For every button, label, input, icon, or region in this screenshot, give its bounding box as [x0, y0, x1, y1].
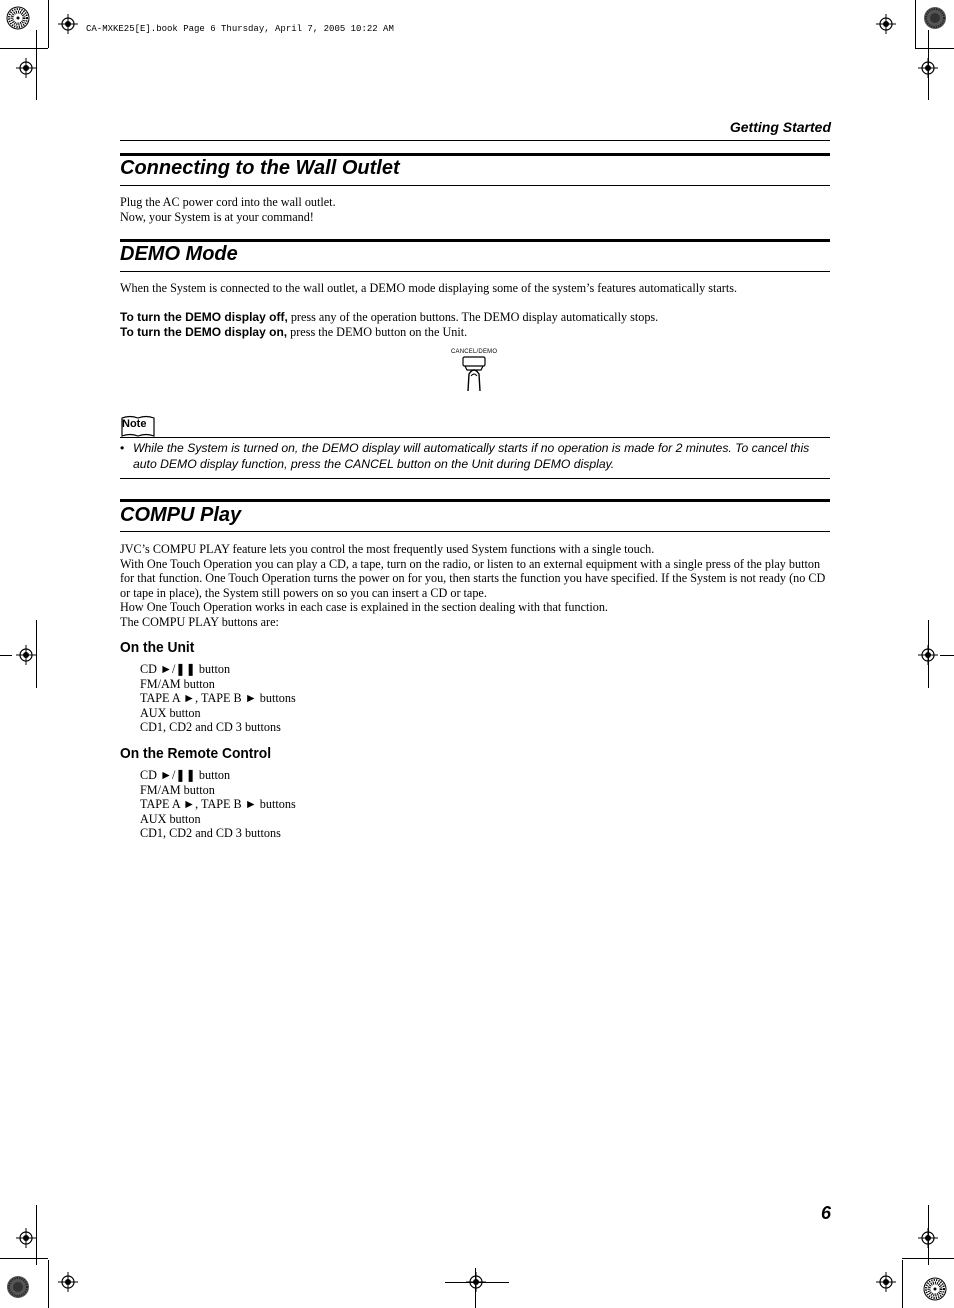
paragraph: With One Touch Operation you can play a CD, a tape, turn on the radio, or listen to an external equipment with a single press of the play button for that function. One Touch Operation turns the power on for you, then starts the function you have specified. If the System is not ready (no CD or tape in place), the System still powers on so you can insert a CD or tape.: [120, 556, 826, 600]
remote-button-list: [140, 768, 296, 841]
registration-mark-icon: [918, 645, 938, 665]
paragraph: JVC’s COMPU PLAY feature lets you control the most frequently used System functions with a single touch.: [120, 542, 655, 556]
demo-instructions: [120, 310, 832, 339]
compu-play-text: [120, 542, 832, 629]
note-text: [120, 440, 832, 472]
bullet: •: [120, 441, 125, 455]
note-badge-label: Note: [122, 418, 147, 430]
registration-mark-icon: [16, 645, 36, 665]
registration-mark-icon: [58, 14, 78, 34]
paragraph: The COMPU PLAY buttons are:: [120, 614, 279, 629]
list-item: AUX button: [140, 811, 201, 826]
starburst-mark-icon: [6, 1275, 30, 1299]
starburst-mark-icon: [923, 6, 947, 30]
crop-mark: [0, 655, 12, 656]
subheading-on-the-remote-control: On the Remote Control: [120, 745, 272, 762]
list-item: FM/AM button: [140, 782, 215, 797]
list-item: TAPE A ►, TAPE B ► buttons: [140, 691, 296, 705]
note-body: While the System is turned on, the DEMO display will automatically starts if no operation is made for 2 minutes. To cancel this auto DEMO display function, press the CANCEL button on the Unit during DEMO display.: [133, 441, 810, 471]
crop-mark: [0, 1258, 48, 1259]
registration-mark-icon: [16, 58, 36, 78]
text-line: Plug the AC power cord into the wall outlet.: [120, 195, 336, 209]
section-rule-top: [120, 239, 830, 242]
list-item: AUX button: [140, 705, 201, 720]
crop-mark: [36, 1205, 37, 1265]
demo-on-lead: To turn the DEMO display on,: [120, 324, 288, 339]
list-item: CD1, CD2 and CD 3 buttons: [140, 720, 281, 734]
starburst-mark-icon: [923, 1277, 947, 1301]
crop-mark: [36, 30, 37, 100]
registration-mark-icon: [876, 1272, 896, 1292]
note-rule-top: [120, 437, 830, 438]
unit-button-list: [140, 662, 296, 735]
crop-mark: [915, 0, 916, 48]
section-rule-top: [120, 153, 830, 156]
section-rule-bottom: [120, 531, 830, 532]
section-rule-bottom: [120, 185, 830, 186]
note-rule-bottom: [120, 478, 830, 479]
registration-mark-icon: [918, 1228, 938, 1248]
paragraph: How One Touch Operation works in each case is explained in the section dealing with that function.: [120, 600, 608, 614]
demo-off-text: press any of the operation buttons. The DEMO display automatically stops.: [287, 310, 659, 324]
crop-mark: [940, 655, 954, 656]
wall-outlet-text: [120, 195, 832, 224]
list-item: TAPE A ►, TAPE B ► buttons: [140, 797, 296, 811]
demo-off-lead: To turn the DEMO display off,: [120, 310, 288, 324]
crop-mark: [902, 1260, 903, 1308]
section-title-demo-mode: DEMO Mode: [120, 243, 238, 265]
section-rule-bottom: [120, 271, 830, 272]
page-number: 6: [820, 1203, 831, 1223]
section-rule-top: [120, 499, 830, 502]
demo-intro: When the System is connected to the wall outlet, a DEMO mode displaying some of the system’s features automatically starts.: [120, 281, 738, 295]
registration-mark-icon: [918, 58, 938, 78]
registration-mark-icon: [876, 14, 896, 34]
list-item: CD ►/❚❚ button: [140, 768, 231, 782]
subheading-on-the-unit: On the Unit: [120, 639, 195, 656]
crop-mark: [915, 48, 954, 49]
crop-mark: [0, 48, 48, 49]
section-title-wall-outlet: Connecting to the Wall Outlet: [120, 157, 400, 179]
text-line: Now, your System is at your command!: [120, 209, 314, 224]
list-item: FM/AM button: [140, 676, 215, 691]
crop-mark: [48, 1260, 49, 1308]
cancel-demo-button-label: CANCEL/DEMO: [451, 349, 498, 355]
crop-mark: [48, 0, 49, 48]
list-item: CD ►/❚❚ button: [140, 662, 231, 676]
starburst-mark-icon: [6, 6, 30, 30]
demo-on-text: press the DEMO button on the Unit.: [287, 324, 468, 339]
running-head: Getting Started: [729, 119, 831, 135]
book-file-line: CA-MXKE25[E].book Page 6 Thursday, April 7, 2005 10:22 AM: [86, 24, 394, 34]
header-rule: [120, 140, 830, 141]
registration-mark-icon: [58, 1272, 78, 1292]
section-title-compu-play: COMPU Play: [120, 504, 242, 526]
list-item: CD1, CD2 and CD 3 buttons: [140, 826, 281, 840]
registration-mark-icon: [16, 1228, 36, 1248]
registration-mark-icon: [466, 1272, 486, 1292]
crop-mark: [36, 620, 37, 688]
finger-press-icon: [460, 356, 490, 392]
